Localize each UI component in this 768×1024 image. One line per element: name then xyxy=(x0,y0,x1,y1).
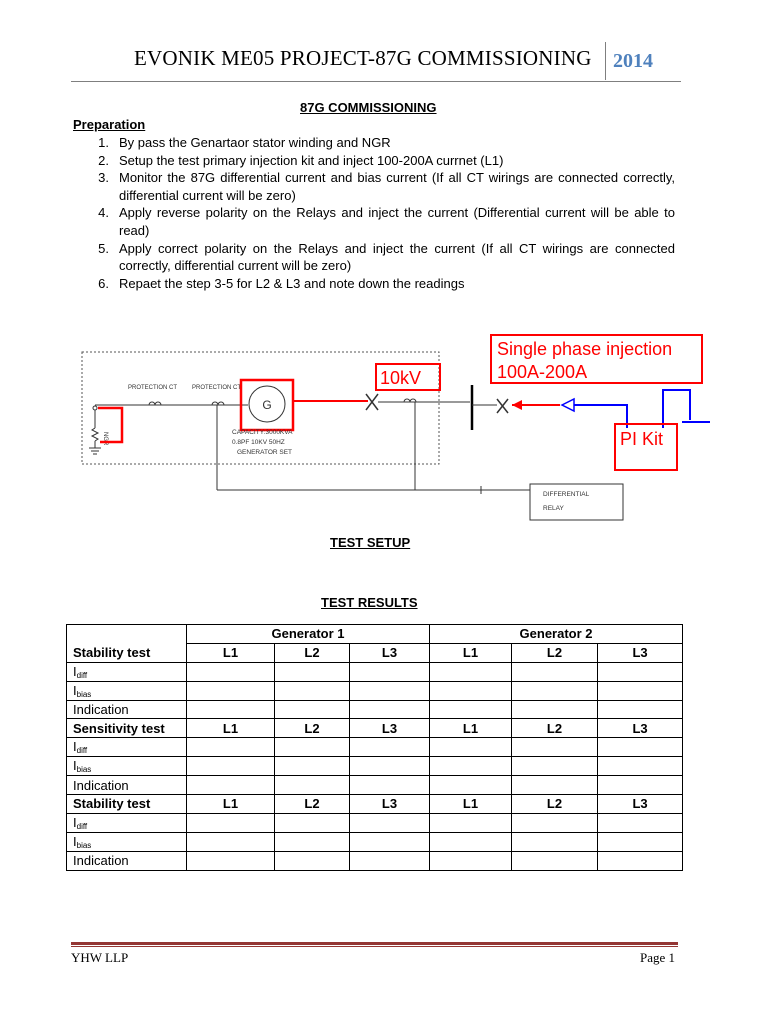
protection-ct-1 xyxy=(128,385,177,405)
idiff-label: $I_{diff}$ xyxy=(67,738,187,757)
generator-label: G xyxy=(262,398,272,412)
preparation-steps xyxy=(73,134,675,292)
phase-header: L3 xyxy=(350,795,430,814)
header-divider xyxy=(605,42,606,80)
table-row xyxy=(67,681,683,700)
svg-text:PROTECTION CT: PROTECTION CT xyxy=(128,385,177,391)
phase-header: L1 xyxy=(430,643,512,662)
result-cell[interactable] xyxy=(512,700,598,719)
result-cell[interactable] xyxy=(350,813,430,832)
generator-set-label: GENERATOR SET xyxy=(237,449,293,456)
phase-header: L2 xyxy=(275,795,350,814)
indication-label: Indication xyxy=(67,851,187,870)
result-cell[interactable] xyxy=(598,776,683,795)
table-row xyxy=(67,662,683,681)
table-row xyxy=(67,625,683,644)
phase-header: L3 xyxy=(350,719,430,738)
footer-company: YHW LLP xyxy=(71,950,129,965)
phase-header: L3 xyxy=(598,795,683,814)
table-row xyxy=(67,738,683,757)
result-cell[interactable] xyxy=(350,662,430,681)
result-cell[interactable] xyxy=(598,700,683,719)
table-row xyxy=(67,851,683,870)
phase-header: L3 xyxy=(598,643,683,662)
relay-label-line1: DIFFERENTIAL xyxy=(543,491,590,498)
phase-header: L1 xyxy=(430,795,512,814)
idiff-label: $I_{diff}$ xyxy=(67,662,187,681)
result-cell[interactable] xyxy=(598,681,683,700)
result-cell[interactable] xyxy=(275,832,350,851)
phase-header: L3 xyxy=(350,643,430,662)
generator-1-header: Generator 1 xyxy=(187,625,430,644)
result-cell[interactable] xyxy=(598,662,683,681)
result-cell[interactable] xyxy=(512,776,598,795)
test-results-table xyxy=(66,624,683,871)
result-cell[interactable] xyxy=(187,681,275,700)
table-row xyxy=(67,776,683,795)
rating-label: 0.8PF 10KV 50HZ xyxy=(232,439,285,446)
differential-relay-box xyxy=(530,484,623,520)
result-cell[interactable] xyxy=(187,776,275,795)
result-cell[interactable] xyxy=(512,851,598,870)
phase-header: L1 xyxy=(187,719,275,738)
phase-header: L2 xyxy=(512,643,598,662)
table-row xyxy=(67,757,683,776)
header-rule xyxy=(71,81,681,82)
result-cell[interactable] xyxy=(350,757,430,776)
table-row xyxy=(67,700,683,719)
ngr-symbol xyxy=(89,406,108,454)
table-row xyxy=(67,795,683,814)
phase-header: L3 xyxy=(598,719,683,738)
step-item: 2. Setup the test primary injection kit and inject 100-200A currnet (L1) xyxy=(98,152,504,168)
phase-header: L2 xyxy=(512,795,598,814)
result-cell[interactable] xyxy=(350,851,430,870)
step-item: 6. Repaet the step 3-5 for L2 & L3 and note down the readings xyxy=(98,275,465,291)
section-label: Sensitivity test xyxy=(67,719,187,738)
step-item: 4. Apply reverse polarity on the Relays and inject the current (Differential current will be able to read) xyxy=(98,205,675,238)
protection-ct-2 xyxy=(192,385,241,405)
result-cell[interactable] xyxy=(187,700,275,719)
phase-header: L1 xyxy=(187,643,275,662)
result-cell[interactable] xyxy=(598,851,683,870)
header-title: EVONIK ME05 PROJECT-87G COMMISSIONING xyxy=(134,46,592,70)
header-year: 2014 xyxy=(613,50,653,72)
result-cell[interactable] xyxy=(350,700,430,719)
capacity-label: CAPACITY:3000KVA xyxy=(232,429,293,436)
result-cell[interactable] xyxy=(598,757,683,776)
idiff-label: $I_{diff}$ xyxy=(67,813,187,832)
ibias-label: $I_{bias}$ xyxy=(67,832,187,851)
indication-label: Indication xyxy=(67,700,187,719)
result-cell[interactable] xyxy=(512,662,598,681)
result-cell[interactable] xyxy=(350,738,430,757)
injection-arrowhead xyxy=(512,400,522,410)
result-cell[interactable] xyxy=(512,813,598,832)
phase-header: L2 xyxy=(275,719,350,738)
result-cell[interactable] xyxy=(430,700,512,719)
table-cell xyxy=(67,625,187,644)
injection-label-line1: Single phase injection xyxy=(497,339,673,359)
result-cell[interactable] xyxy=(430,738,512,757)
result-cell[interactable] xyxy=(275,738,350,757)
result-cell[interactable] xyxy=(430,813,512,832)
result-cell[interactable] xyxy=(598,738,683,757)
svg-text:PROTECTION CT: PROTECTION CT xyxy=(192,385,241,391)
result-cell[interactable] xyxy=(275,776,350,795)
result-cell[interactable] xyxy=(512,738,598,757)
result-cell[interactable] xyxy=(512,832,598,851)
result-cell[interactable] xyxy=(430,757,512,776)
ngr-bypass-link xyxy=(98,408,122,442)
result-cell[interactable] xyxy=(187,738,275,757)
result-cell[interactable] xyxy=(430,851,512,870)
result-cell[interactable] xyxy=(512,757,598,776)
step-item: 1. By pass the Genartaor stator winding and NGR xyxy=(98,135,391,150)
result-cell[interactable] xyxy=(187,662,275,681)
generator-2-header: Generator 2 xyxy=(430,625,683,644)
voltage-label: 10kV xyxy=(380,368,422,388)
result-cell[interactable] xyxy=(430,776,512,795)
result-cell[interactable] xyxy=(512,681,598,700)
step-item: 3. Monitor the 87G differential current and bias current (If all CT wirings are connected correctly, differential current will be zero) xyxy=(98,170,675,203)
footer-rule-thin xyxy=(71,946,678,947)
test-setup-title: TEST SETUP xyxy=(330,535,411,550)
ibias-label: $I_{bias}$ xyxy=(67,681,187,700)
result-cell[interactable] xyxy=(350,832,430,851)
table-row xyxy=(67,643,683,662)
breaker-2-icon xyxy=(497,399,508,413)
result-cell[interactable] xyxy=(187,832,275,851)
relay-label-line2: RELAY xyxy=(543,505,564,512)
result-cell[interactable] xyxy=(350,776,430,795)
doc-title: 87G COMMISSIONING xyxy=(300,100,437,115)
table-row xyxy=(67,813,683,832)
section-label: Stability test xyxy=(67,795,187,814)
section-label: Stability test xyxy=(67,643,187,662)
footer-page-number: Page 1 xyxy=(639,950,675,965)
result-cell[interactable] xyxy=(187,757,275,776)
result-cell[interactable] xyxy=(187,851,275,870)
result-cell[interactable] xyxy=(430,662,512,681)
test-setup-diagram xyxy=(60,330,720,530)
preparation-heading: Preparation xyxy=(73,117,146,132)
result-cell[interactable] xyxy=(275,662,350,681)
result-cell[interactable] xyxy=(275,700,350,719)
result-cell[interactable] xyxy=(350,681,430,700)
result-cell[interactable] xyxy=(275,681,350,700)
injection-terminal-icon xyxy=(562,399,574,411)
injection-label-line2: 100A-200A xyxy=(497,362,588,382)
result-cell[interactable] xyxy=(598,832,683,851)
result-cell[interactable] xyxy=(275,757,350,776)
footer-rule xyxy=(71,942,678,945)
result-cell[interactable] xyxy=(430,681,512,700)
table-row xyxy=(67,832,683,851)
result-cell[interactable] xyxy=(275,851,350,870)
result-cell[interactable] xyxy=(187,813,275,832)
phase-header: L1 xyxy=(187,795,275,814)
pi-kit-label: PI Kit xyxy=(620,429,664,449)
svg-text:NGR: NGR xyxy=(102,432,108,446)
phase-header: L2 xyxy=(275,643,350,662)
result-cell[interactable] xyxy=(598,813,683,832)
table-row xyxy=(67,719,683,738)
result-cell[interactable] xyxy=(275,813,350,832)
step-item: 5. Apply correct polarity on the Relays and inject the current (If all CT wirings are connected correctly, differential current will be zero) xyxy=(98,240,675,274)
phase-header: L1 xyxy=(430,719,512,738)
phase-header: L2 xyxy=(512,719,598,738)
test-results-title: TEST RESULTS xyxy=(321,595,418,610)
ibias-label: $I_{bias}$ xyxy=(67,757,187,776)
indication-label: Indication xyxy=(67,776,187,795)
result-cell[interactable] xyxy=(430,832,512,851)
